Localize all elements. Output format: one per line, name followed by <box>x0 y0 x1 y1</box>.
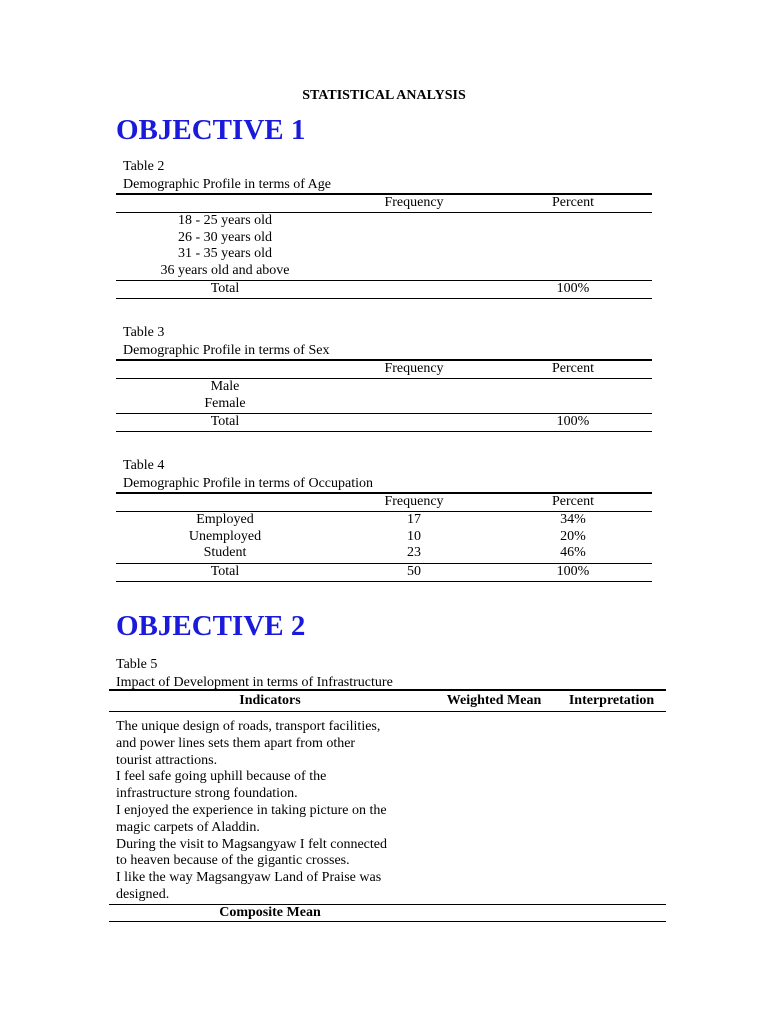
row-frequency <box>334 263 494 281</box>
table4-number: Table 4 <box>123 458 165 473</box>
objective-2-title: OBJECTIVE 2 <box>116 610 306 642</box>
table-row <box>116 396 652 414</box>
table-row <box>116 379 652 396</box>
total-label: Total <box>116 281 334 299</box>
objective-1-title: OBJECTIVE 1 <box>116 114 306 146</box>
weighted-mean-cell <box>431 712 557 905</box>
indicator-line: During the visit to Magsangyaw I felt connected <box>116 836 387 852</box>
composite-interpretation <box>557 904 666 921</box>
table-row <box>116 529 652 546</box>
indicator-line: I feel safe going uphill because of the <box>116 769 327 785</box>
table-row <box>116 246 652 263</box>
total-label: Total <box>116 414 334 432</box>
row-percent <box>494 396 652 414</box>
row-percent: 34% <box>560 512 586 527</box>
row-label: Student <box>203 545 247 560</box>
table3-number: Table 3 <box>123 325 165 340</box>
total-row <box>116 281 652 299</box>
indicator-line: magic carpets of Aladdin. <box>116 819 260 835</box>
table5-col-weighted-mean: Weighted Mean <box>431 690 557 712</box>
row-label: Female <box>204 395 246 411</box>
row-frequency <box>334 230 494 247</box>
total-frequency: 50 <box>334 563 494 581</box>
total-percent: 100% <box>494 414 652 432</box>
row-frequency: 10 <box>407 528 421 544</box>
total-percent: 100% <box>494 563 652 581</box>
table4-title: Demographic Profile in terms of Occupation <box>123 476 373 491</box>
interpretation-cell <box>557 712 666 905</box>
table5 <box>109 689 666 922</box>
total-percent: 100% <box>494 281 652 299</box>
table3-col-frequency: Frequency <box>334 360 494 379</box>
row-percent <box>494 263 652 281</box>
composite-label: Composite Mean <box>109 904 431 921</box>
table-row <box>116 213 652 230</box>
total-label: Total <box>116 563 334 581</box>
row-frequency: 17 <box>407 512 421 527</box>
total-row <box>116 563 652 581</box>
indicator-line: designed. <box>116 886 170 902</box>
composite-weighted-mean <box>431 904 557 921</box>
table5-col-indicators: Indicators <box>109 690 431 712</box>
row-frequency <box>334 246 494 263</box>
table3-title: Demographic Profile in terms of Sex <box>123 343 330 358</box>
row-frequency: 23 <box>407 545 421 560</box>
table2-col-percent: Percent <box>494 194 652 213</box>
table4-col-percent: Percent <box>494 493 652 512</box>
composite-row <box>109 904 666 921</box>
table-row <box>116 230 652 247</box>
indicator-line: I like the way Magsangyaw Land of Praise was <box>116 870 382 886</box>
table-row <box>116 263 652 281</box>
row-label: 26 - 30 years old <box>177 229 273 245</box>
table2 <box>116 193 652 299</box>
table2-col-frequency: Frequency <box>334 194 494 213</box>
table3 <box>116 359 652 432</box>
row-label: Employed <box>196 512 254 527</box>
indicator-line: infrastructure strong foundation. <box>116 786 298 802</box>
row-label: 36 years old and above <box>160 262 290 278</box>
row-label: Male <box>210 379 240 394</box>
row-frequency <box>334 379 494 396</box>
indicator-line: to heaven because of the gigantic crosses. <box>116 853 350 869</box>
row-percent <box>494 230 652 247</box>
indicator-line: tourist attractions. <box>116 752 218 768</box>
table-row <box>116 512 652 529</box>
row-label: 31 - 35 years old <box>177 246 273 261</box>
row-label: 18 - 25 years old <box>177 213 273 228</box>
table4 <box>116 492 652 582</box>
indicator-line: and power lines sets them apart from other <box>116 735 356 751</box>
row-frequency <box>334 213 494 230</box>
total-frequency <box>334 414 494 432</box>
table2-number: Table 2 <box>123 159 165 174</box>
row-percent <box>494 246 652 263</box>
row-percent: 20% <box>560 528 586 544</box>
total-row <box>116 414 652 432</box>
indicator-line: I enjoyed the experience in taking picture on the <box>116 802 387 818</box>
indicator-line: The unique design of roads, transport facilities, <box>116 719 381 734</box>
page-heading: STATISTICAL ANALYSIS <box>302 88 466 103</box>
table5-number: Table 5 <box>116 657 158 672</box>
indicators-cell <box>109 712 431 905</box>
total-frequency <box>334 281 494 299</box>
row-percent <box>494 213 652 230</box>
table5-col-interpretation: Interpretation <box>557 690 666 712</box>
row-label: Unemployed <box>188 528 262 544</box>
table4-col-frequency: Frequency <box>334 493 494 512</box>
table-row <box>116 545 652 563</box>
table-row <box>109 712 666 905</box>
table3-col-percent: Percent <box>494 360 652 379</box>
row-percent: 46% <box>560 545 586 560</box>
table5-title: Impact of Development in terms of Infrastructure <box>116 675 393 690</box>
row-frequency <box>334 396 494 414</box>
table2-title: Demographic Profile in terms of Age <box>123 177 332 192</box>
row-percent <box>494 379 652 396</box>
